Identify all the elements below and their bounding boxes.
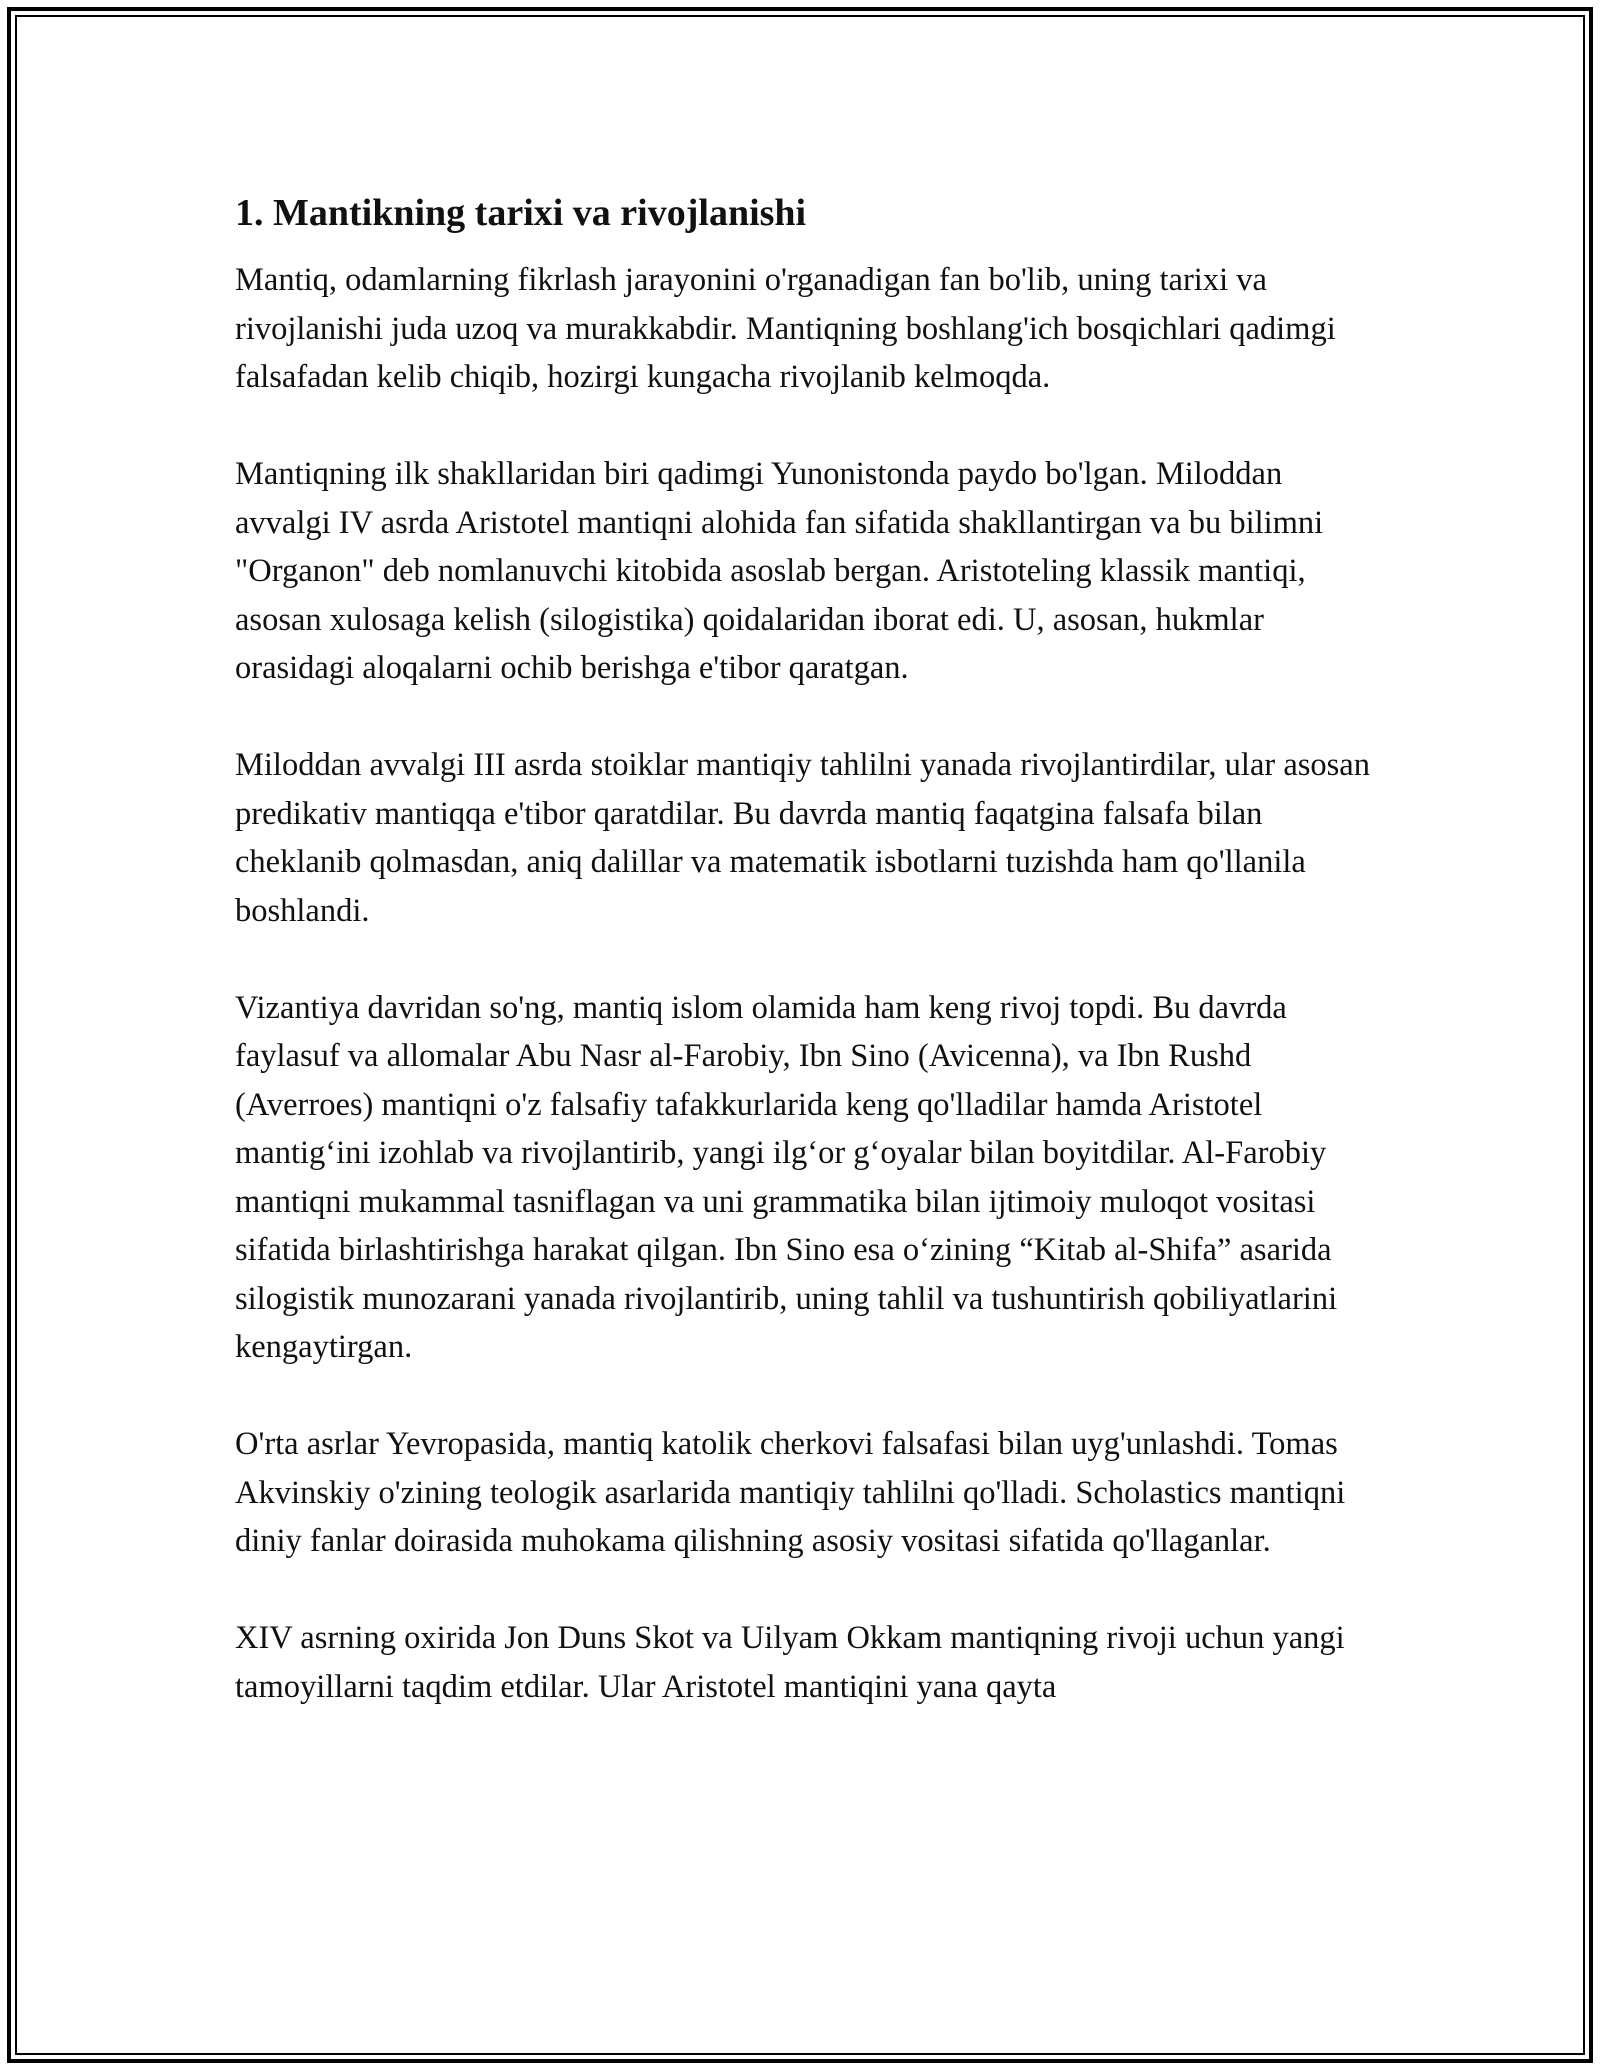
- document-body: [235, 188, 1375, 1760]
- paragraph-4: Vizantiya davridan so'ng, mantiq islom olamida ham keng rivoj topdi. Bu davrda faylasuf va allomalar Abu Nasr al-Farobiy, Ibn Sino (Avicenna), va Ibn Rushd (Averroes) mantiqni o'z falsafiy tafakkurlarida keng qo'lladilar hamda Aristotel mantig‘ini izohlab va rivojlantirib, yangi ilg‘or g‘oyalar bilan boyitdilar. Al-Farobiy mantiqni mukammal tasniflagan va uni grammatika bilan ijtimoiy muloqot vositasi sifatida birlashtirishga harakat qilgan. Ibn Sino esa o‘zining “Kitab al-Shifa” asarida silogistik munozarani yanada rivojlantirib, uning tahlil va tushuntirish qobiliyatlarini kengaytirgan.: [235, 989, 1338, 1365]
- paragraph-1: Mantiq, odamlarning fikrlash jarayonini o'rganadigan fan bo'lib, uning tarixi va rivojlanishi juda uzoq va murakkabdir. Mantiqning boshlang'ich bosqichlari qadimgi falsafadan kelib chiqib, hozirgi kungacha rivojlanib kelmoqda.: [235, 262, 1336, 395]
- paragraph-2: Mantiqning ilk shakllaridan biri qadimgi Yunonistonda paydo bo'lgan. Miloddan avvalgi IV asrda Aristotel mantiqni alohida fan sifatida shakllantirgan va bu bilimni "Organon" deb nomlanuvchi kitobida asoslab bergan. Aristoteling klassik mantiqi, asosan xulosaga kelish (silogistika) qoidalaridan iborat edi. U, asosan, hukmlar orasidagi aloqalarni ochib berishga e'tibor qaratgan.: [235, 456, 1324, 686]
- paragraph-5: O'rta asrlar Yevropasida, mantiq katolik cherkovi falsafasi bilan uyg'unlashdi. Tomas Akvinskiy o'zining teologik asarlarida mantiqiy tahlilni qo'lladi. Scholastics mantiqni diniy fanlar doirasida muhokama qilishning asosiy vositasi sifatida qo'llaganlar.: [235, 1426, 1346, 1559]
- paragraph-3: Miloddan avvalgi III asrda stoiklar mantiqiy tahlilni yanada rivojlantirdilar, ular asosan predikativ mantiqqa e'tibor qaratdilar. Bu davrda mantiq faqatgina falsafa bilan cheklanib qolmasdan, aniq dalillar va matematik isbotlarni tuzishda ham qo'llanila boshlandi.: [235, 747, 1370, 929]
- paragraph-6: XIV asrning oxirida Jon Duns Skot va Uilyam Okkam mantiqning rivoji uchun yangi tamoyillarni taqdim etdilar. Ular Aristotel mantiqini yana qayta: [235, 1620, 1345, 1705]
- section-heading: 1. Mantikning tarixi va rivojlanishi: [235, 192, 807, 234]
